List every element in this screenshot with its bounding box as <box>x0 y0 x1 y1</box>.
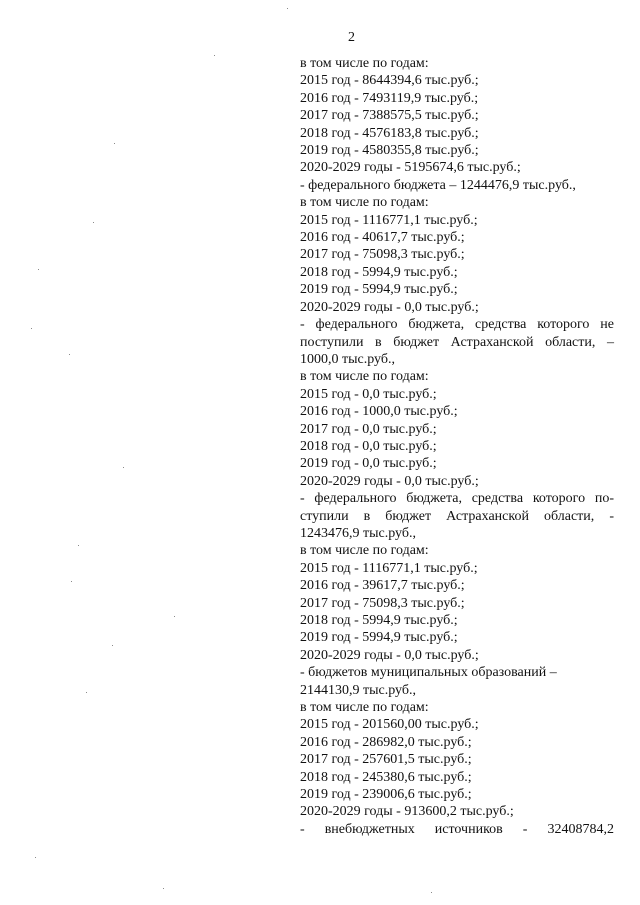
scan-speck <box>86 692 87 693</box>
text-line: 2020-2029 годы - 0,0 тыс.руб.; <box>300 647 479 663</box>
text-line: поступили в бюджет Астраханской области, – <box>300 334 614 350</box>
text-line: 2017 год - 75098,3 тыс.руб.; <box>300 595 465 611</box>
page-number: 2 <box>348 30 355 45</box>
scan-speck <box>123 467 124 468</box>
text-line: 2015 год - 8644394,6 тыс.руб.; <box>300 73 479 89</box>
text-line: 2015 год - 201560,00 тыс.руб.; <box>300 717 479 733</box>
scan-speck <box>38 269 39 270</box>
text-line: 2020-2029 годы - 0,0 тыс.руб.; <box>300 473 479 489</box>
text-line: 2015 год - 1116771,1 тыс.руб.; <box>300 212 478 228</box>
text-line: 2019 год - 0,0 тыс.руб.; <box>300 456 437 472</box>
scan-speck <box>78 545 79 546</box>
text-line: 2019 год - 5994,9 тыс.руб.; <box>300 282 458 298</box>
text-line: 2020-2029 годы - 0,0 тыс.руб.; <box>300 299 479 315</box>
text-line: 1243476,9 тыс.руб., <box>300 525 416 541</box>
scan-speck <box>214 55 215 56</box>
scan-speck <box>163 888 164 889</box>
text-line: 2016 год - 40617,7 тыс.руб.; <box>300 230 465 246</box>
text-line: 2019 год - 4580355,8 тыс.руб.; <box>300 143 479 159</box>
scan-speck <box>93 222 94 223</box>
text-block <box>300 55 614 838</box>
text-line: 2017 год - 257601,5 тыс.руб.; <box>300 752 472 768</box>
scan-speck <box>31 328 32 329</box>
scan-speck <box>71 581 72 582</box>
text-line: 2019 год - 5994,9 тыс.руб.; <box>300 630 458 646</box>
text-line: - бюджетов муниципальных образований – <box>300 665 557 681</box>
scan-speck <box>35 857 36 858</box>
scan-speck <box>114 143 115 144</box>
text-line: ступили в бюджет Астраханской области, - <box>300 508 614 524</box>
text-line: 2018 год - 245380,6 тыс.руб.; <box>300 769 472 785</box>
text-line: в том числе по годам: <box>300 56 429 71</box>
text-line: 2020-2029 годы - 913600,2 тыс.руб.; <box>300 804 514 820</box>
text-line: 2017 год - 0,0 тыс.руб.; <box>300 421 437 437</box>
text-line: - федерального бюджета, средства которого по- <box>300 491 614 507</box>
text-line: - федерального бюджета – 1244476,9 тыс.руб., <box>300 177 576 193</box>
text-line: 1000,0 тыс.руб., <box>300 351 395 367</box>
text-line: 2018 год - 5994,9 тыс.руб.; <box>300 613 458 628</box>
text-line: - внебюджетных источников - 32408784,2 <box>300 821 614 837</box>
scan-speck <box>112 645 113 646</box>
text-line: - федерального бюджета, средства которого не <box>300 317 614 333</box>
text-line: в том числе по годам: <box>300 543 429 559</box>
text-line: в том числе по годам: <box>300 369 429 385</box>
text-line: 2016 год - 7493119,9 тыс.руб.; <box>300 90 479 106</box>
text-line: в том числе по годам: <box>300 700 429 716</box>
scan-speck <box>174 616 175 617</box>
text-line: 2018 год - 5994,9 тыс.руб.; <box>300 264 458 280</box>
text-line: 2019 год - 239006,6 тыс.руб.; <box>300 787 472 803</box>
text-line: 2017 год - 7388575,5 тыс.руб.; <box>300 108 479 124</box>
text-line: 2144130,9 тыс.руб., <box>300 682 416 698</box>
text-line: 2016 год - 286982,0 тыс.руб.; <box>300 734 472 750</box>
text-line: 2016 год - 39617,7 тыс.руб.; <box>300 578 465 594</box>
scan-speck <box>69 354 70 355</box>
text-line: 2018 год - 0,0 тыс.руб.; <box>300 438 437 454</box>
text-line: в том числе по годам: <box>300 195 429 211</box>
scan-speck <box>431 892 432 893</box>
text-line: 2017 год - 75098,3 тыс.руб.; <box>300 247 465 263</box>
text-line: 2016 год - 1000,0 тыс.руб.; <box>300 404 458 420</box>
scan-speck <box>287 8 288 9</box>
text-line: 2018 год - 4576183,8 тыс.руб.; <box>300 125 479 141</box>
text-line: 2015 год - 0,0 тыс.руб.; <box>300 386 437 402</box>
text-line: 2015 год - 1116771,1 тыс.руб.; <box>300 560 478 576</box>
text-line: 2020-2029 годы - 5195674,6 тыс.руб.; <box>300 160 521 176</box>
